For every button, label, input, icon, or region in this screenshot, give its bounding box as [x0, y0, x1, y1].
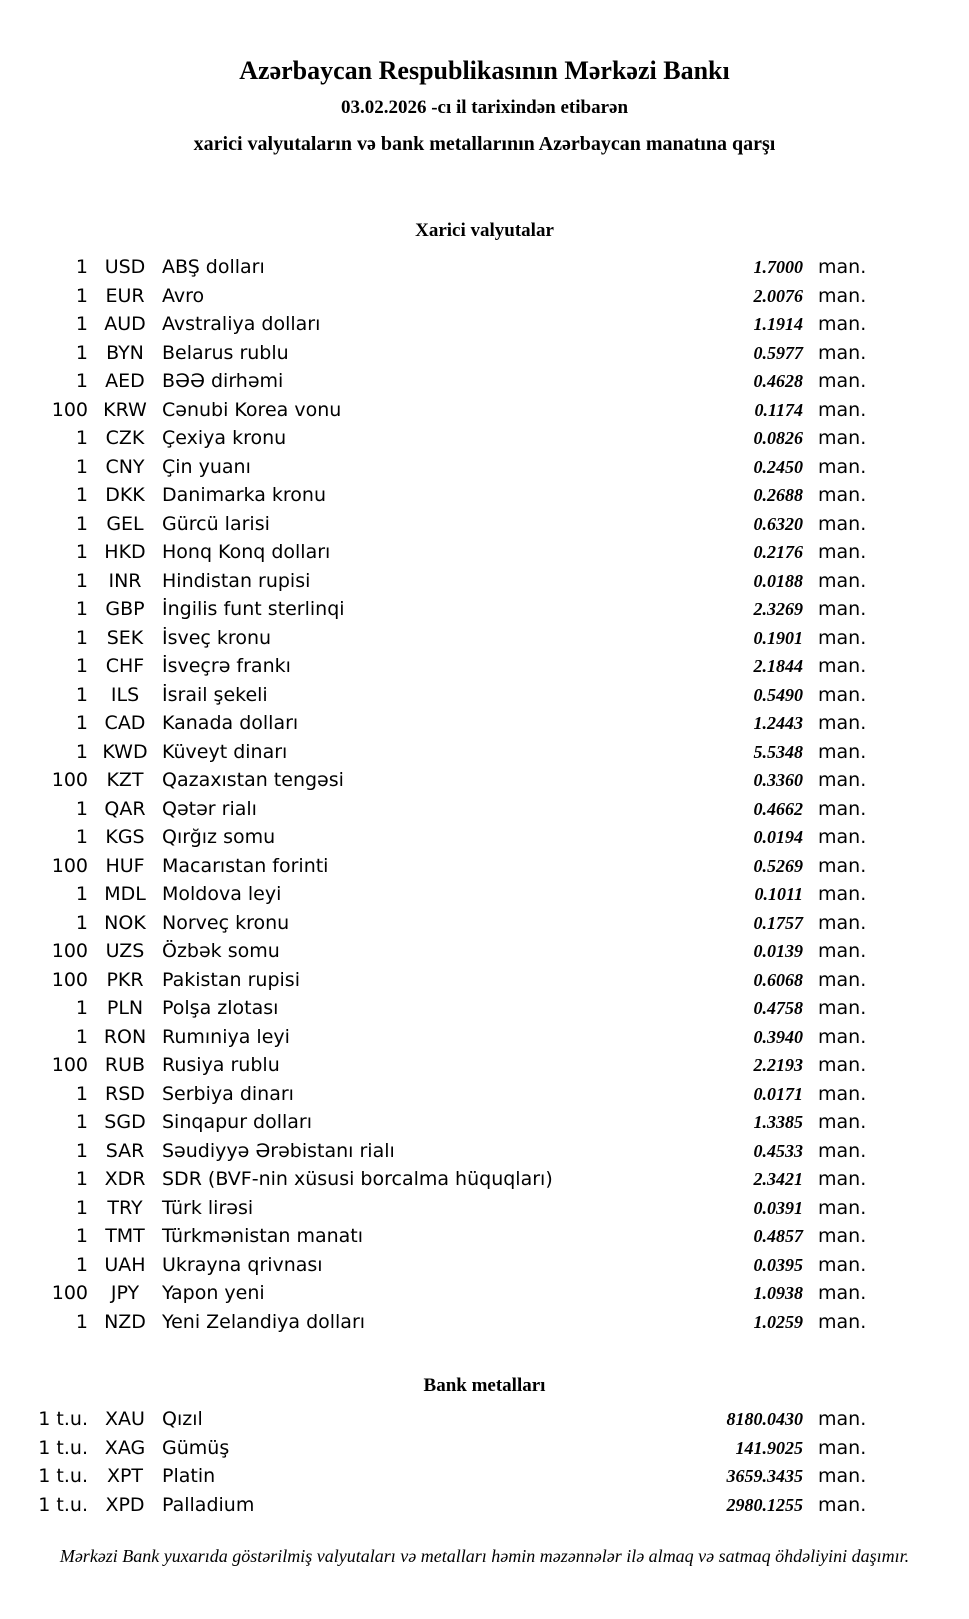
currency-row — [0, 538, 880, 567]
exchange-rate: 0.2176 — [753, 542, 803, 562]
unit-label: man. — [818, 1139, 867, 1162]
currency-code: TMT — [105, 1225, 145, 1247]
currency-row — [0, 766, 880, 795]
currency-name: Rumıniya leyi — [162, 1025, 290, 1048]
currency-code: UAH — [104, 1253, 146, 1276]
currency-name: Özbək somu — [162, 940, 280, 962]
currency-code: SAR — [105, 1139, 145, 1162]
unit-label: man. — [818, 883, 867, 905]
nominal-quantity: 1 — [75, 1139, 88, 1162]
exchange-rate: 0.4758 — [753, 998, 803, 1018]
exchange-rate: 0.4662 — [753, 798, 803, 819]
currency-name: Qətər rialı — [162, 797, 257, 820]
currency-row — [0, 823, 880, 852]
nominal-quantity: 1 t.u. — [38, 1465, 88, 1487]
unit-label: man. — [818, 484, 867, 506]
currency-name: Avro — [162, 284, 205, 307]
currency-name: Kanada dolları — [162, 712, 299, 734]
currency-code: CZK — [105, 427, 145, 449]
currency-code: QAR — [104, 797, 146, 820]
nominal-quantity: 1 — [75, 683, 88, 706]
exchange-rate: 0.6320 — [753, 513, 803, 534]
currency-code: AED — [105, 370, 145, 392]
nominal-quantity: 100 — [51, 398, 88, 421]
unit-label: man. — [818, 455, 867, 478]
exchange-rate: 0.4533 — [753, 1140, 803, 1161]
unit-label: man. — [818, 911, 867, 934]
exchange-rate: 1.1914 — [753, 314, 803, 334]
exchange-rate: 0.2450 — [753, 456, 803, 477]
exchange-rate: 1.7000 — [753, 257, 803, 277]
nominal-quantity: 1 — [75, 341, 88, 364]
currency-row — [0, 652, 880, 681]
currency-row — [0, 424, 880, 453]
unit-label: man. — [818, 626, 867, 649]
exchange-rate: 2.1844 — [753, 656, 803, 676]
unit-label: man. — [818, 1111, 867, 1133]
nominal-quantity: 1 — [75, 1168, 88, 1190]
currency-name: Ukrayna qrivnası — [162, 1253, 323, 1276]
currency-row — [0, 367, 880, 396]
currency-name: Küveyt dinarı — [162, 740, 288, 763]
currency-code: BYN — [106, 341, 144, 364]
unit-label: man. — [818, 1196, 867, 1219]
currency-row — [0, 1308, 880, 1337]
currency-code: GEL — [106, 512, 144, 535]
description-line: xarici valyutaların və bank metallarının Azərbaycan manatına qarşı — [193, 133, 776, 155]
unit-label: man. — [818, 427, 867, 449]
exchange-rate: 0.0171 — [753, 1083, 803, 1104]
unit-label: man. — [818, 1082, 867, 1105]
nominal-quantity: 100 — [51, 854, 88, 877]
exchange-rate: 2.3269 — [753, 599, 803, 619]
currency-name: Serbiya dinarı — [162, 1082, 294, 1105]
exchange-rate: 0.0139 — [753, 941, 803, 961]
exchange-rate: 2.0076 — [753, 285, 803, 306]
currency-code: GBP — [105, 598, 145, 620]
currency-name: Qızıl — [162, 1408, 203, 1430]
currency-name: Çexiya kronu — [162, 427, 287, 449]
exchange-rate: 1.0938 — [753, 1283, 803, 1303]
currency-code: MDL — [104, 883, 146, 905]
exchange-rate: 0.1174 — [754, 399, 803, 420]
nominal-quantity: 1 — [75, 313, 88, 335]
exchange-rate: 141.9025 — [735, 1437, 803, 1458]
exchange-rate: 2.3421 — [753, 1169, 803, 1189]
exchange-rate: 2980.1255 — [726, 1494, 803, 1515]
currency-code: CAD — [104, 712, 146, 734]
currency-rates-table — [0, 253, 880, 1336]
effective-date-line: 03.02.2026 -cı il tarixindən etibarən — [340, 97, 629, 118]
unit-label: man. — [818, 1436, 867, 1459]
currency-row — [0, 1137, 880, 1166]
currency-row — [0, 795, 880, 824]
unit-label: man. — [818, 655, 867, 677]
currency-code: EUR — [105, 284, 145, 307]
nominal-quantity: 1 — [75, 740, 88, 763]
currency-row — [0, 310, 880, 339]
unit-label: man. — [818, 598, 867, 620]
currency-name: Macarıstan forinti — [162, 854, 329, 877]
unit-label: man. — [818, 1465, 867, 1487]
currency-name: ABŞ dolları — [162, 256, 265, 278]
exchange-rate: 0.0395 — [753, 1254, 803, 1275]
currency-name: Səudiyyə Ərəbistanı rialı — [162, 1139, 395, 1162]
currency-row — [0, 709, 880, 738]
currency-name: Hindistan rupisi — [162, 569, 311, 592]
currency-name: Türkmənistan manatı — [162, 1225, 364, 1247]
currency-row — [0, 510, 880, 539]
currency-name: Cənubi Korea vonu — [162, 398, 342, 421]
nominal-quantity: 1 — [75, 427, 88, 449]
unit-label: man. — [818, 256, 867, 278]
exchange-rate: 0.3940 — [753, 1026, 803, 1047]
nominal-quantity: 1 t.u. — [38, 1436, 88, 1459]
currency-row — [0, 1108, 880, 1137]
currency-name: İsveç kronu — [162, 626, 272, 649]
unit-label: man. — [818, 1493, 867, 1516]
unit-label: man. — [818, 826, 867, 848]
metal-rates-table — [0, 1405, 880, 1519]
unit-label: man. — [818, 1253, 867, 1276]
exchange-rate: 0.0391 — [753, 1197, 803, 1218]
currency-code: PKR — [106, 968, 144, 991]
nominal-quantity: 1 — [75, 1225, 88, 1247]
currency-code: INR — [108, 569, 142, 592]
currency-row — [0, 396, 880, 425]
currency-code: RSD — [105, 1082, 145, 1105]
currency-name: İsrail şekeli — [162, 683, 268, 706]
currency-code: KZT — [106, 769, 144, 791]
nominal-quantity: 1 — [75, 1025, 88, 1048]
exchange-rate: 0.0194 — [753, 827, 803, 847]
nominal-quantity: 1 — [75, 256, 88, 278]
exchange-rate: 0.1901 — [753, 627, 803, 648]
nominal-quantity: 100 — [51, 968, 88, 991]
currency-code: CNY — [105, 455, 145, 478]
unit-label: man. — [818, 769, 867, 791]
currency-name: Palladium — [162, 1493, 255, 1516]
nominal-quantity: 1 — [75, 797, 88, 820]
currency-name: Sinqapur dolları — [162, 1111, 313, 1133]
unit-label: man. — [818, 398, 867, 421]
nominal-quantity: 1 — [75, 598, 88, 620]
unit-label: man. — [818, 512, 867, 535]
metal-row — [0, 1491, 880, 1520]
unit-label: man. — [818, 683, 867, 706]
currency-code: XAG — [104, 1436, 146, 1459]
nominal-quantity: 1 — [75, 1111, 88, 1133]
currency-name: Qazaxıstan tengəsi — [162, 769, 344, 791]
currency-code: PLN — [106, 997, 144, 1019]
metals-section-heading: Bank metalları — [423, 1375, 546, 1396]
nominal-quantity: 1 — [75, 1196, 88, 1219]
exchange-rate: 0.6068 — [753, 969, 803, 990]
unit-label: man. — [818, 740, 867, 763]
currency-code: HUF — [105, 854, 145, 877]
unit-label: man. — [818, 1310, 867, 1333]
currency-name: Çin yuanı — [162, 455, 251, 478]
currency-row — [0, 681, 880, 710]
exchange-rate: 0.1011 — [754, 884, 803, 904]
exchange-rate: 0.0188 — [753, 570, 803, 591]
currency-name: SDR (BVF-nin xüsusi borcalma hüquqları) — [162, 1168, 553, 1190]
currency-row — [0, 1251, 880, 1280]
nominal-quantity: 1 — [75, 997, 88, 1019]
exchange-rate: 3659.3435 — [726, 1466, 803, 1486]
currency-code: KRW — [103, 398, 147, 421]
currency-name: Türk lirəsi — [162, 1196, 254, 1219]
currency-name: Belarus rublu — [162, 341, 289, 364]
currency-name: Honq Konq dolları — [162, 541, 331, 563]
currency-code: ILS — [110, 683, 140, 706]
exchange-rate: 1.3385 — [753, 1112, 803, 1132]
currency-name: Pakistan rupisi — [162, 968, 300, 991]
page-title: Azərbaycan Respublikasının Mərkəzi Bankı — [239, 56, 730, 85]
currency-code: XDR — [104, 1168, 146, 1190]
currency-code: KWD — [102, 740, 148, 763]
currency-code: SEK — [106, 626, 144, 649]
exchange-rate: 1.2443 — [753, 713, 803, 733]
currency-name: Gümüş — [162, 1436, 230, 1459]
currency-name: Danimarka kronu — [162, 484, 327, 506]
currency-code: SGD — [104, 1111, 146, 1133]
nominal-quantity: 1 — [75, 569, 88, 592]
exchange-rate: 8180.0430 — [726, 1409, 803, 1429]
currency-code: UZS — [105, 940, 145, 962]
unit-label: man. — [818, 940, 867, 962]
nominal-quantity: 100 — [51, 1282, 88, 1304]
currency-code: TRY — [107, 1196, 143, 1219]
unit-label: man. — [818, 968, 867, 991]
unit-label: man. — [818, 1168, 867, 1190]
unit-label: man. — [818, 797, 867, 820]
exchange-rate: 0.5977 — [753, 342, 803, 363]
currency-code: RON — [103, 1025, 147, 1048]
nominal-quantity: 1 — [75, 455, 88, 478]
exchange-rate: 5.5348 — [753, 741, 803, 762]
currency-row — [0, 937, 880, 966]
currency-row — [0, 453, 880, 482]
currency-code: XPD — [105, 1493, 145, 1516]
exchange-rate: 0.5490 — [753, 684, 803, 705]
currency-name: Gürcü larisi — [162, 512, 270, 535]
nominal-quantity: 1 — [75, 826, 88, 848]
currency-name: Yapon yeni — [162, 1282, 265, 1304]
currency-code: USD — [104, 256, 146, 278]
currency-name: Avstraliya dolları — [162, 313, 321, 335]
currency-row — [0, 253, 880, 282]
nominal-quantity: 100 — [51, 940, 88, 962]
currency-row — [0, 966, 880, 995]
currency-name: Yeni Zelandiya dolları — [162, 1310, 366, 1333]
currency-code: XPT — [106, 1465, 144, 1487]
currency-code: CHF — [105, 655, 145, 677]
currency-name: Platin — [162, 1465, 216, 1487]
unit-label: man. — [818, 569, 867, 592]
nominal-quantity: 1 — [75, 1310, 88, 1333]
unit-label: man. — [818, 1408, 867, 1430]
currency-row — [0, 595, 880, 624]
currency-row — [0, 852, 880, 881]
currency-row — [0, 1222, 880, 1251]
currency-row — [0, 624, 880, 653]
nominal-quantity: 1 — [75, 626, 88, 649]
currency-name: Rusiya rublu — [162, 1054, 280, 1076]
exchange-rate: 0.5269 — [753, 855, 803, 876]
currency-row — [0, 1165, 880, 1194]
exchange-rate: 0.4857 — [753, 1226, 803, 1246]
currency-name: Norveç kronu — [162, 911, 290, 934]
nominal-quantity: 1 — [75, 284, 88, 307]
currency-name: BƏƏ dirhəmi — [162, 370, 284, 392]
metal-row — [0, 1434, 880, 1463]
nominal-quantity: 1 — [75, 370, 88, 392]
currency-name: İsveçrə frankı — [162, 655, 291, 677]
exchange-rate: 2.2193 — [753, 1055, 803, 1075]
nominal-quantity: 1 — [75, 512, 88, 535]
currency-row — [0, 1194, 880, 1223]
currency-row — [0, 880, 880, 909]
nominal-quantity: 1 — [75, 655, 88, 677]
nominal-quantity: 1 t.u. — [38, 1408, 88, 1430]
nominal-quantity: 1 — [75, 1082, 88, 1105]
currencies-section-heading: Xarici valyutalar — [415, 220, 554, 241]
currency-row — [0, 738, 880, 767]
currency-name: Moldova leyi — [162, 883, 282, 905]
nominal-quantity: 100 — [51, 1054, 88, 1076]
currency-row — [0, 909, 880, 938]
unit-label: man. — [818, 712, 867, 734]
currency-row — [0, 1080, 880, 1109]
exchange-rate: 0.2688 — [753, 485, 803, 505]
nominal-quantity: 1 — [75, 1253, 88, 1276]
disclaimer-note: Mərkəzi Bank yuxarıda göstərilmiş valyutaları və metalları həmin məzənnələr ilə almaq və satmaq öhdəliyini daşımır. — [59, 1546, 910, 1566]
nominal-quantity: 1 — [75, 541, 88, 563]
currency-code: JPY — [110, 1282, 140, 1304]
nominal-quantity: 1 — [75, 911, 88, 934]
nominal-quantity: 100 — [51, 769, 88, 791]
currency-name: Qırğız somu — [162, 826, 276, 848]
unit-label: man. — [818, 1054, 867, 1076]
currency-row — [0, 481, 880, 510]
exchange-rate: 0.4628 — [753, 371, 803, 391]
unit-label: man. — [818, 341, 867, 364]
nominal-quantity: 1 — [75, 484, 88, 506]
metal-row — [0, 1405, 880, 1434]
currency-code: AUD — [104, 313, 146, 335]
currency-name: Polşa zlotası — [162, 997, 279, 1019]
nominal-quantity: 1 — [75, 883, 88, 905]
currency-code: HKD — [104, 541, 146, 563]
unit-label: man. — [818, 997, 867, 1019]
unit-label: man. — [818, 1282, 867, 1304]
currency-code: XAU — [105, 1408, 145, 1430]
unit-label: man. — [818, 313, 867, 335]
exchange-rate: 0.1757 — [753, 912, 803, 933]
currency-code: RUB — [104, 1054, 146, 1076]
currency-code: KGS — [105, 826, 145, 848]
currency-row — [0, 282, 880, 311]
metal-row — [0, 1462, 880, 1491]
currency-row — [0, 1279, 880, 1308]
currency-row — [0, 994, 880, 1023]
nominal-quantity: 1 — [75, 712, 88, 734]
currency-name: İngilis funt sterlinqi — [162, 598, 345, 620]
unit-label: man. — [818, 1225, 867, 1247]
currency-row — [0, 1051, 880, 1080]
unit-label: man. — [818, 854, 867, 877]
currency-row — [0, 1023, 880, 1052]
unit-label: man. — [818, 284, 867, 307]
unit-label: man. — [818, 1025, 867, 1048]
currency-code: DKK — [105, 484, 145, 506]
currency-code: NZD — [104, 1310, 146, 1333]
exchange-rate: 0.0826 — [753, 428, 803, 448]
unit-label: man. — [818, 370, 867, 392]
currency-row — [0, 567, 880, 596]
exchange-rate: 1.0259 — [753, 1311, 803, 1332]
currency-row — [0, 339, 880, 368]
unit-label: man. — [818, 541, 867, 563]
exchange-rate: 0.3360 — [753, 770, 803, 790]
nominal-quantity: 1 t.u. — [38, 1493, 88, 1516]
currency-code: NOK — [104, 911, 146, 934]
